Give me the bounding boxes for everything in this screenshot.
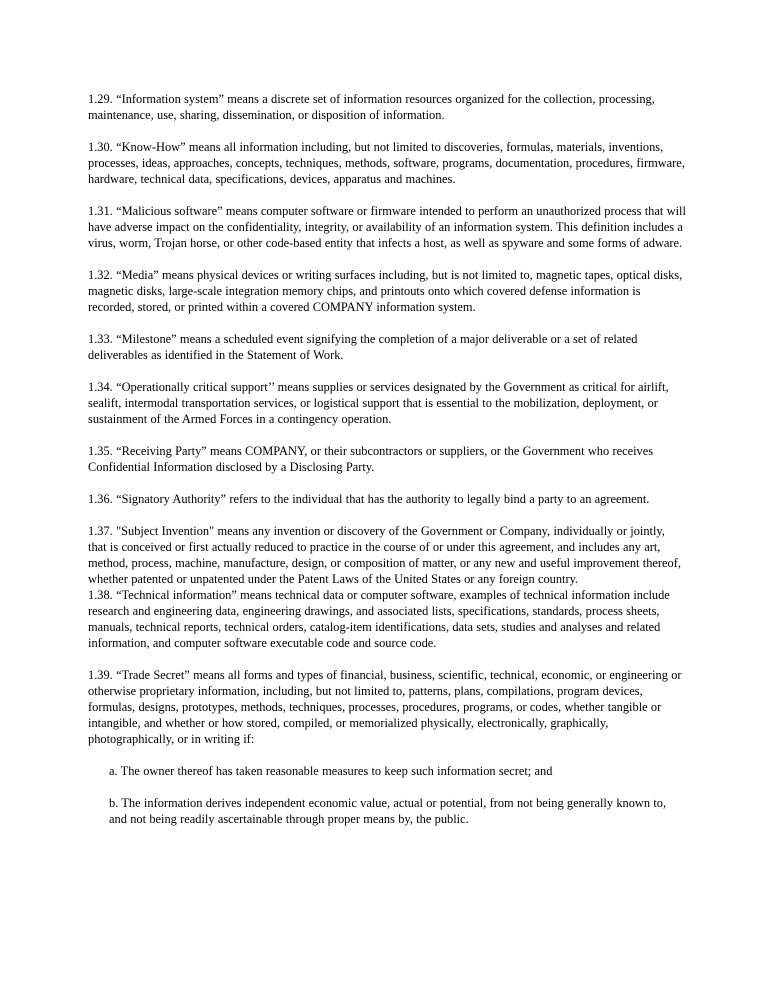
paragraph-definition-1-33: 1.33. “Milestone” means a scheduled event signifying the completion of a major deliverable or a set of related deliverables as identified in the Statement of Work. (88, 332, 638, 362)
paragraph-definition-1-36: 1.36. “Signatory Authority” refers to the individual that has the authority to legally bind a party to an agreement. (88, 492, 650, 506)
paragraph-definition-1-34: 1.34. “Operationally critical support’’ means supplies or services designated by the Government as critical for airlift, sealift, intermodal transportation services, or logistical support that is essential to the mobilization, deployment, or sustainment of the Armed Forces in a contingency operation. (88, 380, 669, 426)
paragraph-definition-1-30: 1.30. “Know-How” means all information including, but not limited to discoveries, formulas, materials, inventions, processes, ideas, approaches, concepts, techniques, methods, software, programs, documentation, procedures, firmware, hardware, technical data, specifications, devices, apparatus and machines. (88, 140, 685, 186)
paragraph-definition-1-39: 1.39. “Trade Secret” means all forms and types of financial, business, scientific, technical, economic, or engineering or otherwise proprietary information, including, but not limited to, patterns, plans, compilations, program devices, formulas, designs, prototypes, methods, techniques, processes, procedures, programs, or codes, whether tangible or intangible, and whether or how stored, compiled, or memorialized physically, electronically, graphically, photographically, or in writing if: (88, 668, 682, 746)
paragraph-definition-1-29: 1.29. “Information system” means a discrete set of information resources organized for the collection, processing, maintenance, use, sharing, dissemination, or disposition of information. (88, 92, 655, 122)
paragraph-definition-1-31: 1.31. “Malicious software” means computer software or firmware intended to perform an unauthorized process that will have adverse impact on the confidentiality, integrity, or availability of an information system. This definition includes a virus, worm, Trojan horse, or other code-based entity that infects a host, as well as spyware and some forms of adware. (88, 204, 686, 250)
paragraph-subitem-a: a. The owner thereof has taken reasonable measures to keep such information secret; and (109, 764, 553, 778)
paragraph-definition-1-32: 1.32. “Media” means physical devices or writing surfaces including, but is not limited to, magnetic tapes, optical disks, magnetic disks, large-scale integration memory chips, and printouts onto which covered defense information is recorded, stored, or printed within a covered COMPANY information system. (88, 268, 683, 314)
paragraph-definition-1-35: 1.35. “Receiving Party” means COMPANY, or their subcontractors or suppliers, or the Government who receives Confidential Information disclosed by a Disclosing Party. (88, 444, 654, 474)
paragraph-definition-1-38: 1.38. “Technical information” means technical data or computer software, examples of technical information include research and engineering data, engineering drawings, and associated lists, specifications, standards, process sheets, manuals, technical reports, technical orders, catalog-item identifications, data sets, studies and analyses and related information, and computer software executable code and source code. (88, 588, 670, 650)
paragraph-subitem-b: b. The information derives independent economic value, actual or potential, from not being generally known to, and not being readily ascertainable through proper means by, the public. (109, 796, 667, 826)
paragraph-definition-1-37: 1.37. "Subject Invention" means any invention or discovery of the Government or Company, individually or jointly, that is conceived or first actually reduced to practice in the course of or under this agreement, and includes any art, method, process, machine, manufacture, design, or composition of matter, or any new and useful improvement thereof, whether patented or unpatented under the Patent Laws of the United States or any foreign country. (88, 524, 681, 586)
